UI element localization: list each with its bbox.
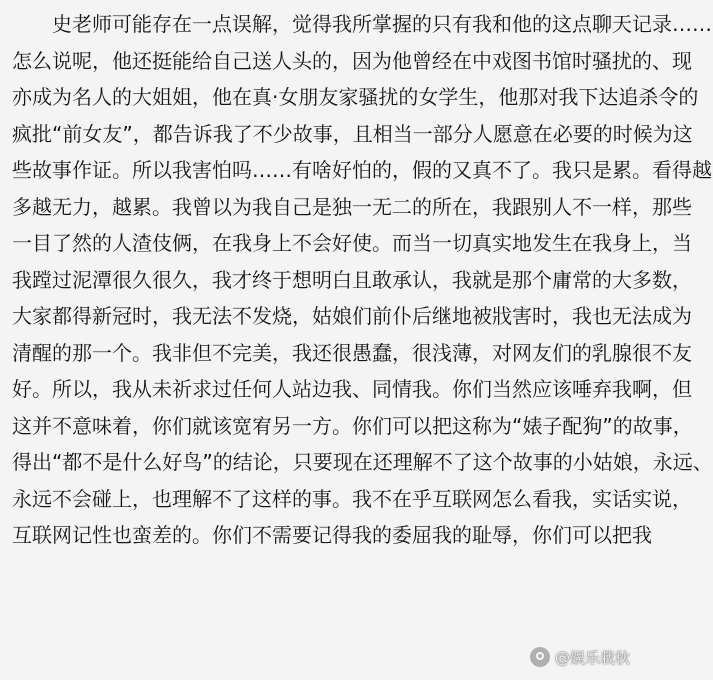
text-line: 得出“都不是什么好鸟”的结论，只要现在还理解不了这个故事的小姑娘，永远、 — [12, 450, 713, 474]
text-line: 这并不意味着，你们就该宽宥另一方。你们可以把这称为“婊子配狗”的故事， — [12, 413, 693, 438]
text-line: 些故事作证。所以我害怕吗……有啥好怕的，假的又真不了。我只是累。看得越 — [12, 158, 712, 182]
watermark — [529, 646, 630, 668]
text-line: 一目了然的人渣伎俩，在我身上不会好使。而当一切真实地发生在我身上，当 — [12, 231, 692, 255]
text-line: 清醒的那一个。我非但不完美，我还很愚蠢，很浅薄，对网友们的乳腺很不友 — [12, 340, 692, 365]
watermark-text: @娱乐栽秋 — [554, 648, 630, 667]
text-line: 大家都得新冠时，我无法不发烧，姑娘们前仆后继地被戕害时，我也无法成为 — [12, 304, 692, 328]
text-line: 永远不会碰上，也理解不了这样的事。我不在乎互联网怎么看我，实话实说， — [12, 486, 692, 511]
text-line: 好。所以，我从未祈求过任何人站边我、同情我。你们当然应该唾弃我啊，但 — [12, 377, 692, 401]
text-line: 疯批“前女友”，都告诉我了不少故事，且相当一部分人愿意在必要的时候为这 — [12, 121, 693, 146]
text-block — [12, 6, 713, 554]
watermark-logo-icon — [529, 646, 551, 668]
text-line: 我蹚过泥潭很久很久，我才终于想明白且敢承认，我就是那个庸常的大多数， — [12, 267, 692, 292]
text-line: 亦成为名人的大姐姐，他在真·女朋友家骚扰的女学生，他那对我下达追杀令的 — [12, 85, 699, 109]
text-line: 怎么说呢，他还挺能给自己送人头的，因为他曾经在中戏图书馆时骚扰的、现 — [12, 48, 692, 73]
text-line: 多越无力，越累。我曾以为我自己是独一无二的所在，我跟别人不一样，那些 — [12, 194, 692, 219]
text-line: 互联网记性也蛮差的。你们不需要记得我的委屈我的耻辱，你们可以把我 — [12, 523, 652, 547]
text-line: 史老师可能存在一点误解，觉得我所掌握的只有我和他的这点聊天记录…… — [52, 12, 712, 36]
